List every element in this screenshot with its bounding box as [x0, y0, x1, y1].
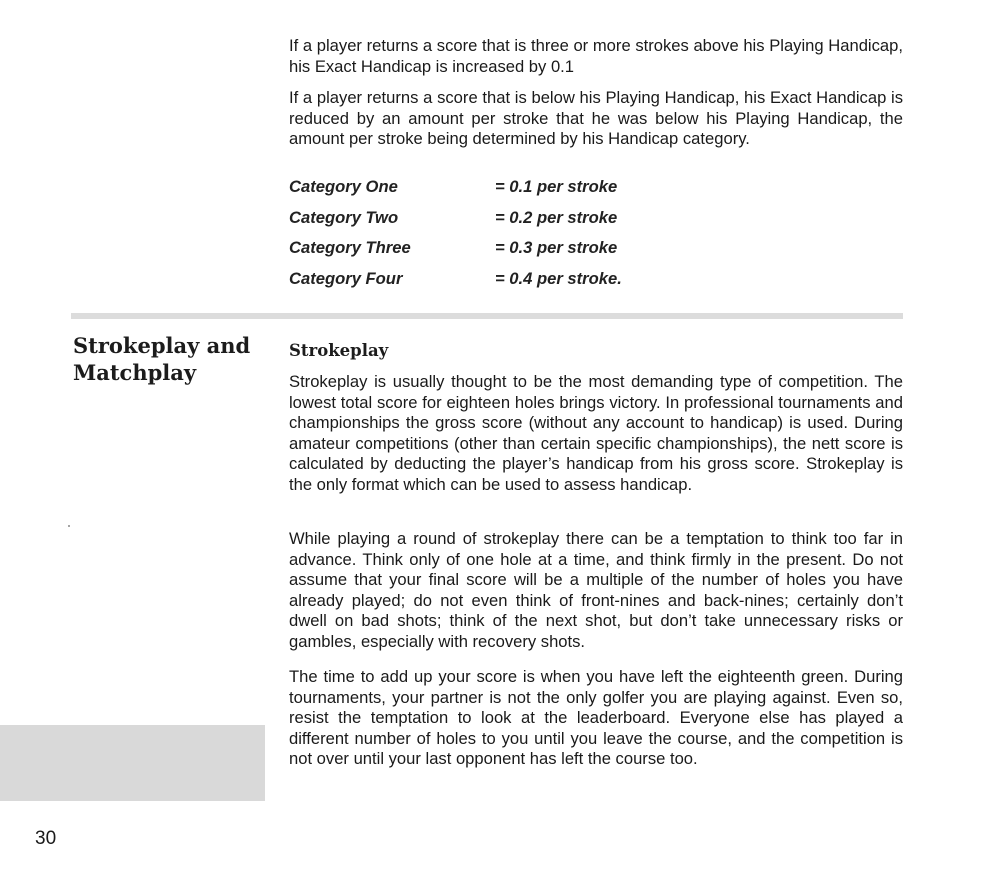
margin-speck [68, 525, 70, 527]
intro-paragraph-1-text: If a player returns a score that is three or more strokes above his Playing Handicap, his Exact Handicap is increased by 0.1 [289, 36, 903, 76]
category-table [289, 177, 689, 299]
section-title-line-2: Matchplay [73, 360, 197, 385]
category-rate: = 0.2 per stroke [495, 207, 618, 227]
body-paragraph-1 [289, 372, 903, 495]
body-paragraph-2 [289, 529, 903, 652]
body-paragraph-text: The time to add up your score is when you have left the eighteenth green. During tournaments, your partner is not the only golfer you are playing against. Even so, resist the temptation to look at the leaderboard. Everyone else has played a different number of holes to you until you leave the course, and the competition is not over until your last opponent has left the course too. [289, 667, 903, 768]
category-row [289, 177, 689, 208]
body-paragraph-text: While playing a round of strokeplay there can be a temptation to think too far in advance. Think only of one hole at a time, and think firmly in the present. Do not assume that your final score will be a multiple of the number of holes you have already played; do not even think of front-nines and back-nines; certainly don’t dwell on bad shots; think of the next shot, but don’t take unnecessary risks or gambles, especially with recovery shots. [289, 529, 903, 651]
category-rate: = 0.1 per stroke [495, 177, 618, 196]
intro-paragraph-1 [289, 36, 903, 77]
category-row [289, 238, 689, 269]
category-row [289, 269, 689, 300]
category-rate: = 0.3 per stroke [495, 238, 618, 257]
category-name: Category One [289, 177, 398, 196]
section-divider [71, 313, 903, 319]
subheading: Strokeplay [289, 341, 389, 360]
category-name: Category Two [289, 207, 399, 227]
intro-paragraph-2-text: If a player returns a score that is below his Playing Handicap, his Exact Handicap is reduced by an amount per stroke that he was below his Playing Handicap, the amount per stroke being determined by his Handicap category. [289, 88, 903, 148]
body-paragraph-3 [289, 667, 903, 770]
category-name: Category Four [289, 268, 403, 288]
category-rate: = 0.4 per stroke. [495, 268, 622, 288]
section-title [73, 332, 263, 386]
category-name: Category Three [289, 238, 411, 257]
margin-shaded-box [0, 725, 265, 801]
body-paragraph-text: Strokeplay is usually thought to be the most demanding type of competition. The lowest total score for eighteen holes brings victory. In professional tournaments and championships the gross score (without any account to handicap) is used. During amateur competitions (other than certain specific championships), the nett score is calculated by deducting the player’s handicap from his gross score. Strokeplay is the only format which can be used to assess handicap. [289, 372, 903, 494]
category-row [289, 208, 689, 239]
page-number: 30 [35, 828, 57, 849]
section-title-line-1: Strokeplay and [73, 333, 251, 358]
intro-paragraph-2 [289, 88, 903, 150]
